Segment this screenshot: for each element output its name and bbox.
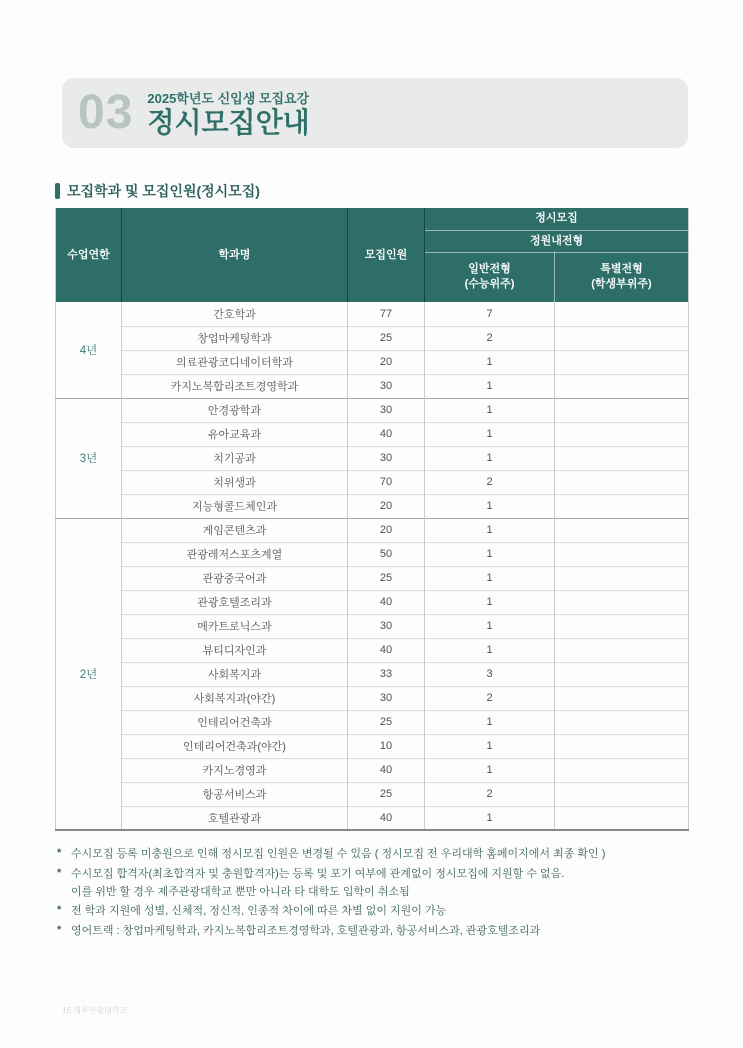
admission-table	[55, 208, 689, 831]
special-cell	[555, 662, 689, 686]
special-cell	[555, 494, 689, 518]
table-row	[56, 302, 689, 326]
general-cell: 1	[425, 542, 555, 566]
footnote-item	[57, 903, 689, 921]
table-row	[56, 326, 689, 350]
dept-cell: 카지노경영과	[122, 758, 348, 782]
dept-cell: 유아교육과	[122, 422, 348, 446]
quota-cell: 33	[348, 662, 425, 686]
table-row	[56, 806, 689, 830]
dept-cell: 뷰티디자인과	[122, 638, 348, 662]
general-cell: 1	[425, 350, 555, 374]
general-cell: 1	[425, 494, 555, 518]
general-cell: 2	[425, 470, 555, 494]
quota-cell: 30	[348, 398, 425, 422]
table-row	[56, 782, 689, 806]
special-cell	[555, 326, 689, 350]
dept-cell: 호텔관광과	[122, 806, 348, 830]
quota-cell: 40	[348, 638, 425, 662]
dept-cell: 관광호텔조리과	[122, 590, 348, 614]
special-cell	[555, 422, 689, 446]
col-header-jeongsi: 정시모집	[425, 208, 689, 230]
table-row	[56, 590, 689, 614]
table-row	[56, 470, 689, 494]
col-header-general-line2: (수능위주)	[464, 278, 515, 291]
general-cell: 1	[425, 566, 555, 590]
table-row	[56, 566, 689, 590]
table-row	[56, 686, 689, 710]
footnote-marker: *	[57, 847, 62, 859]
col-header-special-line1: 특별전형	[600, 263, 643, 276]
dept-cell: 항공서비스과	[122, 782, 348, 806]
footnote-text: 전 학과 지원에 성별, 신체적, 정신적, 인종적 차이에 따른 차별 없이 지원이 가능	[71, 905, 447, 918]
table-body	[56, 302, 689, 830]
footnote-text: 수시모집 등록 미충원으로 인해 정시모집 인원은 변경될 수 있음 ( 정시모집 전 우리대학 홈페이지에서 최종 확인 )	[71, 848, 606, 860]
special-cell	[555, 350, 689, 374]
col-header-general	[425, 252, 555, 302]
quota-cell: 50	[348, 542, 425, 566]
col-header-general-line1: 일반전형	[468, 263, 511, 276]
quota-cell: 25	[348, 566, 425, 590]
dept-cell: 간호학과	[122, 302, 348, 326]
footnote-item	[57, 866, 689, 902]
table-row	[56, 758, 689, 782]
table-row	[56, 446, 689, 470]
quota-cell: 30	[348, 374, 425, 398]
table-header	[56, 208, 689, 302]
special-cell	[555, 614, 689, 638]
section-heading	[55, 181, 260, 201]
duration-cell: 3년	[56, 398, 122, 518]
table-row	[56, 518, 689, 542]
dept-cell: 치기공과	[122, 446, 348, 470]
general-cell: 2	[425, 782, 555, 806]
dept-cell: 게임콘텐츠과	[122, 518, 348, 542]
general-cell: 1	[425, 446, 555, 470]
table-row	[56, 398, 689, 422]
table-row	[56, 374, 689, 398]
general-cell: 1	[425, 398, 555, 422]
duration-cell: 4년	[56, 302, 122, 398]
section-number: 03	[78, 86, 134, 139]
dept-cell: 관광중국어과	[122, 566, 348, 590]
dept-cell: 지능형콜드체인과	[122, 494, 348, 518]
special-cell	[555, 566, 689, 590]
header-banner	[62, 78, 688, 148]
special-cell	[555, 782, 689, 806]
table-row	[56, 350, 689, 374]
dept-cell: 치위생과	[122, 470, 348, 494]
special-cell	[555, 758, 689, 782]
quota-cell: 25	[348, 326, 425, 350]
col-header-dept: 학과명	[122, 208, 348, 302]
footnote-marker: *	[57, 904, 62, 917]
dept-cell: 인테리어건축과(야간)	[122, 734, 348, 758]
quota-cell: 70	[348, 470, 425, 494]
general-cell: 1	[425, 710, 555, 734]
section-title: 모집학과 및 모집인원(정시모집)	[67, 183, 260, 199]
footnote-marker: *	[57, 866, 62, 879]
table-row	[56, 614, 689, 638]
quota-cell: 25	[348, 710, 425, 734]
quota-cell: 25	[348, 782, 425, 806]
quota-cell: 20	[348, 518, 425, 542]
general-cell: 2	[425, 326, 555, 350]
general-cell: 1	[425, 734, 555, 758]
quota-cell: 20	[348, 494, 425, 518]
special-cell	[555, 638, 689, 662]
dept-cell: 인테리어건축과	[122, 710, 348, 734]
duration-cell: 2년	[56, 518, 122, 830]
table-row	[56, 542, 689, 566]
general-cell: 1	[425, 614, 555, 638]
quota-cell: 40	[348, 758, 425, 782]
general-cell: 2	[425, 686, 555, 710]
quota-cell: 10	[348, 734, 425, 758]
header-subtitle: 2025학년도 신입생 모집요강	[147, 90, 310, 106]
general-cell: 1	[425, 374, 555, 398]
general-cell: 7	[425, 302, 555, 326]
col-header-within-quota: 정원내전형	[425, 230, 689, 252]
footnote-text: 영어트랙 : 창업마케팅학과, 카지노복합리조트경영학과, 호텔관광과, 항공서비스과, 관광호텔조리과	[71, 925, 541, 938]
footnotes	[57, 846, 689, 943]
special-cell	[555, 590, 689, 614]
page-footer: 16 제주관광대학교	[62, 1006, 128, 1015]
section-bar-icon	[55, 183, 60, 199]
dept-cell: 카지노복합리조트경영학과	[122, 374, 348, 398]
table-row	[56, 734, 689, 758]
general-cell: 1	[425, 758, 555, 782]
col-header-duration: 수업연한	[56, 208, 122, 302]
special-cell	[555, 302, 689, 326]
quota-cell: 30	[348, 614, 425, 638]
special-cell	[555, 398, 689, 422]
quota-cell: 40	[348, 590, 425, 614]
general-cell: 1	[425, 806, 555, 830]
dept-cell: 관광레저스포츠계열	[122, 542, 348, 566]
table-row	[56, 710, 689, 734]
general-cell: 3	[425, 662, 555, 686]
special-cell	[555, 518, 689, 542]
general-cell: 1	[425, 638, 555, 662]
table-row	[56, 638, 689, 662]
page-title: 정시모집안내	[147, 106, 310, 138]
footnote-item	[57, 923, 689, 941]
dept-cell: 사회복지과	[122, 662, 348, 686]
footnote-marker: *	[57, 924, 62, 937]
special-cell	[555, 446, 689, 470]
special-cell	[555, 542, 689, 566]
table-row	[56, 494, 689, 518]
table-row	[56, 662, 689, 686]
special-cell	[555, 710, 689, 734]
general-cell: 1	[425, 422, 555, 446]
special-cell	[555, 686, 689, 710]
special-cell	[555, 374, 689, 398]
quota-cell: 30	[348, 686, 425, 710]
dept-cell: 안경광학과	[122, 398, 348, 422]
col-header-special	[555, 252, 689, 302]
quota-cell: 77	[348, 302, 425, 326]
quota-cell: 40	[348, 806, 425, 830]
special-cell	[555, 734, 689, 758]
header-titles	[147, 88, 309, 138]
footnote-text: 수시모집 합격자(최초합격자 및 충원합격자)는 등록 및 포기 여부에 관계없이 정시모집에 지원할 수 없음. 이를 위반 할 경우 제주관광대학교 뿐만 아니라 타 대학도 입학이 취소됨	[71, 867, 565, 898]
dept-cell: 창업마케팅학과	[122, 326, 348, 350]
footnote-item	[57, 846, 689, 864]
dept-cell: 사회복지과(야간)	[122, 686, 348, 710]
general-cell: 1	[425, 590, 555, 614]
special-cell	[555, 806, 689, 830]
quota-cell: 30	[348, 446, 425, 470]
dept-cell: 의료관광코디네이터학과	[122, 350, 348, 374]
col-header-special-line2: (학생부위주)	[591, 278, 652, 291]
general-cell: 1	[425, 518, 555, 542]
special-cell	[555, 470, 689, 494]
dept-cell: 메카트로닉스과	[122, 614, 348, 638]
col-header-quota: 모집인원	[348, 208, 425, 302]
table-row	[56, 422, 689, 446]
quota-cell: 40	[348, 422, 425, 446]
quota-cell: 20	[348, 350, 425, 374]
